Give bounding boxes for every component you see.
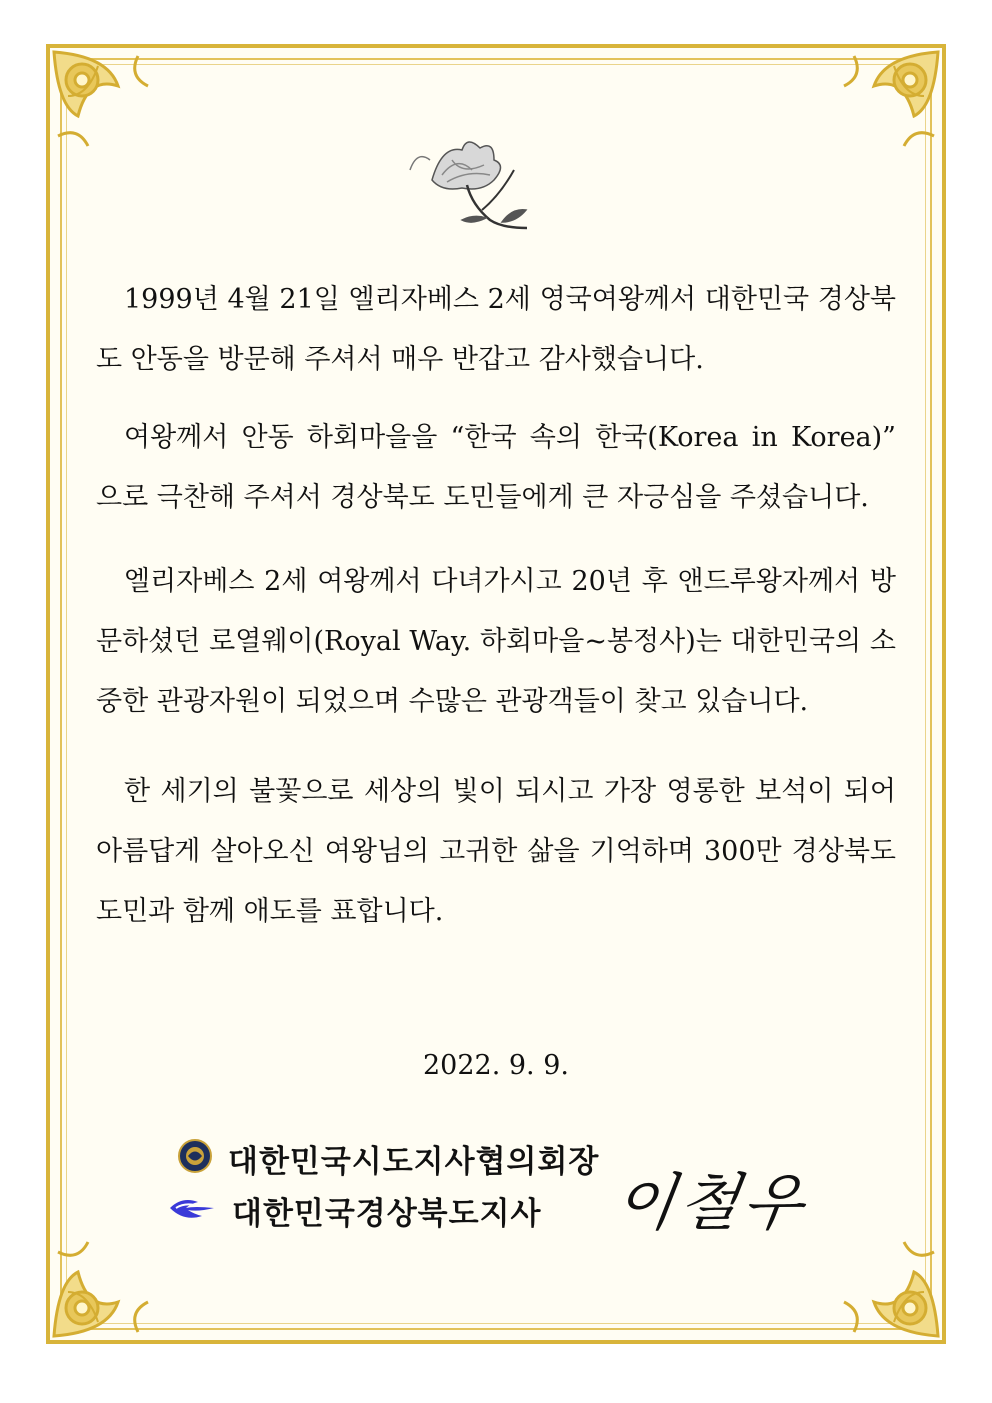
paragraph: 한 세기의 불꽃으로 세상의 빛이 되시고 가장 영롱한 보석이 되어 아름답게 살아오신 여왕님의 고귀한 삶을 기억하며 300만 경상북도 도민과 함께 애도를 표합니다. [96,776,896,927]
council-emblem-icon [178,1139,212,1177]
paragraph: 여왕께서 안동 하회마을을 “한국 속의 한국(Korea in Korea)” 으로 극찬해 주셔서 경상북도 도민들에게 큰 자긍심을 주셨습니다. [96,422,896,513]
gyeongbuk-emblem-icon [168,1194,216,1226]
org-line-governor [168,1187,541,1233]
signature-block [168,1135,813,1239]
org-line-council [178,1135,599,1181]
corner-ornament-icon [48,1222,168,1342]
org-name-council: 대한민국시도지사협의회장 [228,1143,600,1180]
paragraph: 엘리자베스 2세 여왕께서 다녀가시고 20년 후 앤드루왕자께서 방문하셨던 로열웨이(Royal Way. 하회마을~봉정사)는 대한민국의 소중한 관광자원이 되었으며 수많은 관광객들이 찾고 있습니다. [96,566,896,717]
chrysanthemum-flower-icon [402,130,537,235]
corner-ornament-icon [824,46,944,166]
org-name-governor: 대한민국경상북도지사 [232,1195,542,1232]
letter-body [96,270,896,960]
paragraph: 1999년 4월 21일 엘리자베스 2세 영국여왕께서 대한민국 경상북도 안동을 방문해 주셔서 매우 반갑고 감사했습니다. [96,284,896,375]
corner-ornament-icon [824,1222,944,1342]
handwritten-signature: 이철우 [610,1166,813,1239]
letter-date: 2022. 9. 9. [423,1050,569,1081]
corner-ornament-icon [48,46,168,166]
